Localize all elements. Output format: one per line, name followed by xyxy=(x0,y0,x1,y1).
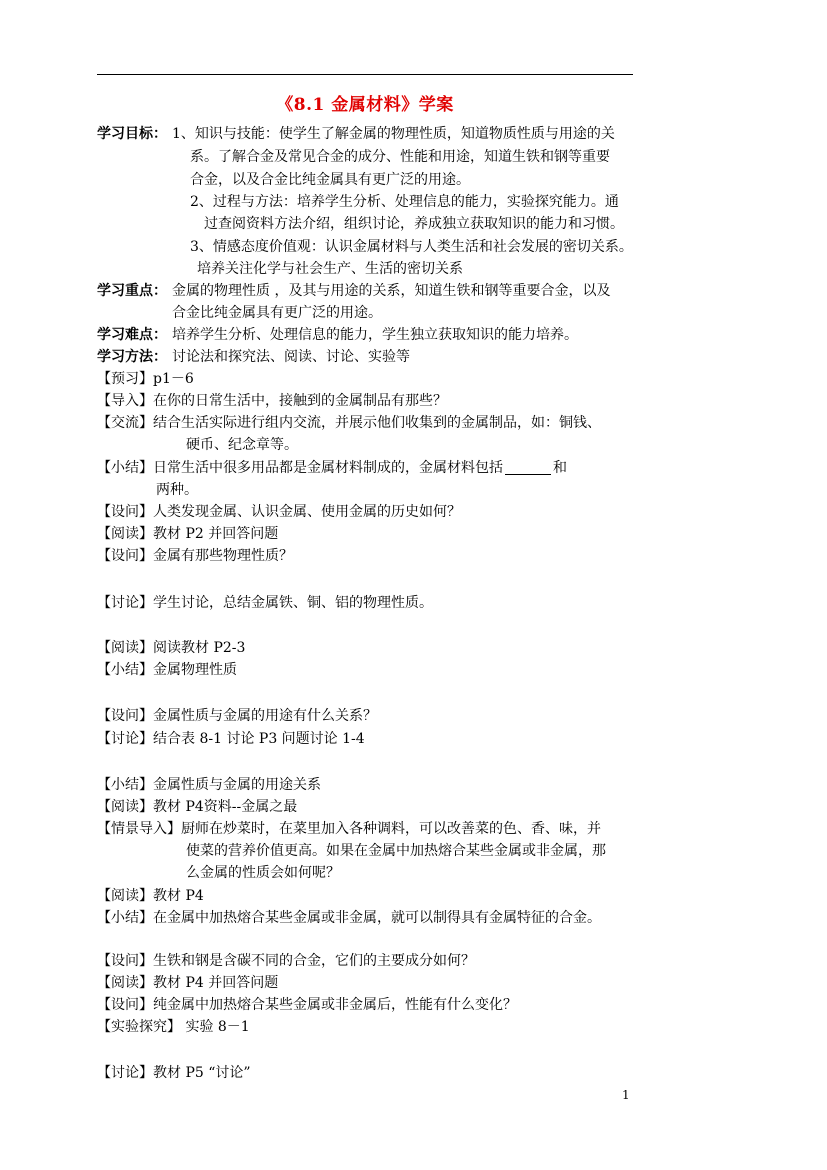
difficulty-text: 培养学生分析、处理信息的能力，学生独立获取知识的能力培养。 xyxy=(172,327,578,343)
goals-line-6: 3、情感态度价值观：认识金属材料与人类生活和社会发展的密切关系。 xyxy=(190,239,633,255)
method-label: 学习方法： xyxy=(97,349,167,365)
item-q-property-use: 【设问】金属性质与金属的用途有什么关系？ xyxy=(97,708,377,724)
item-scene-1: 【情景导入】厨师在炒菜时，在菜里加入各种调料，可以改善菜的色、香、味，并 xyxy=(97,821,601,837)
summary-1-and: 和 xyxy=(553,460,567,476)
goals-line-4: 2、过程与方法：培养学生分析、处理信息的能力，实验探究能力。通 xyxy=(190,194,619,210)
focus-line-1: 金属的物理性质 ，及其与用途的关系，知道生铁和钢等重要合金，以及 xyxy=(172,283,611,299)
item-q-physical: 【设问】金属有那些物理性质？ xyxy=(97,548,293,564)
page-title: 《8.1 金属材料》学案 xyxy=(276,95,454,115)
item-intro: 【导入】在你的日常生活中，接触到的金属制品有那些？ xyxy=(97,393,447,409)
item-q-iron-steel: 【设问】生铁和钢是含碳不同的合金，它们的主要成分如何？ xyxy=(97,953,475,969)
goals-line-3: 合金，以及合金比纯金属具有更广泛的用途。 xyxy=(190,172,470,188)
item-read-p4-most: 【阅读】教材 P4资料--金属之最 xyxy=(97,799,298,815)
goals-line-5: 过查阅资料方法介绍，组织讨论，养成独立获取知识的能力和习惯。 xyxy=(204,216,624,232)
item-discuss-metals: 【讨论】学生讨论，总结金属铁、铜、铝的物理性质。 xyxy=(97,595,433,611)
item-experiment: 【实验探究】 实验 8－1 xyxy=(97,1019,250,1035)
focus-line-2: 合金比纯金属具有更广泛的用途。 xyxy=(172,305,382,321)
item-exchange-2: 硬币、纪念章等。 xyxy=(186,437,298,453)
item-summary-property-use: 【小结】金属性质与金属的用途关系 xyxy=(97,777,321,793)
goals-line-7: 培养关注化学与社会生产、生活的密切关系 xyxy=(197,261,463,277)
page-number: 1 xyxy=(622,1088,630,1102)
item-scene-3: 么金属的性质会如何呢？ xyxy=(186,865,340,881)
item-preview: 【预习】p1－6 xyxy=(97,371,194,387)
item-summary-alloy: 【小结】在金属中加热熔合某些金属或非金属，就可以制得具有金属特征的合金。 xyxy=(97,910,601,926)
goals-line-1: 1、知识与技能：使学生了解金属的物理性质，知道物质性质与用途的关 xyxy=(172,126,615,142)
item-read-p2: 【阅读】教材 P2 并回答问题 xyxy=(97,526,279,542)
item-summary-1-cont: 两种。 xyxy=(156,482,198,498)
item-summary-physical: 【小结】金属物理性质 xyxy=(97,662,237,678)
item-exchange-1: 【交流】结合生活实际进行组内交流，并展示他们收集到的金属制品，如：铜钱、 xyxy=(97,415,601,431)
item-read-p4-answer: 【阅读】教材 P4 并回答问题 xyxy=(97,975,279,991)
focus-label: 学习重点： xyxy=(97,283,167,299)
item-summary-1 xyxy=(97,457,567,479)
item-q-history: 【设问】人类发现金属、认识金属、使用金属的历史如何？ xyxy=(97,504,461,520)
item-discuss-table: 【讨论】结合表 8-1 讨论 P3 问题讨论 1-4 xyxy=(97,731,365,747)
method-text: 讨论法和探究法、阅读、讨论、实验等 xyxy=(172,349,410,365)
item-read-p23: 【阅读】阅读教材 P2-3 xyxy=(97,640,246,656)
goals-line-2: 系。了解合金及常见合金的成分、性能和用途，知道生铁和钢等重要 xyxy=(190,149,610,165)
summary-1-text: 【小结】日常生活中很多用品都是金属材料制成的，金属材料包括 xyxy=(97,460,503,476)
header-rule xyxy=(97,74,633,75)
item-read-p4: 【阅读】教材 P4 xyxy=(97,888,204,904)
item-discuss-p5: 【讨论】教材 P5 “讨论” xyxy=(97,1065,251,1081)
fill-in-blank xyxy=(505,460,551,475)
item-q-pure-metal: 【设问】纯金属中加热熔合某些金属或非金属后，性能有什么变化？ xyxy=(97,997,517,1013)
difficulty-label: 学习难点： xyxy=(97,327,167,343)
goals-label: 学习目标： xyxy=(97,126,167,142)
item-scene-2: 使菜的营养价值更高。如果在金属中加热熔合某些金属或非金属，那 xyxy=(186,843,606,859)
